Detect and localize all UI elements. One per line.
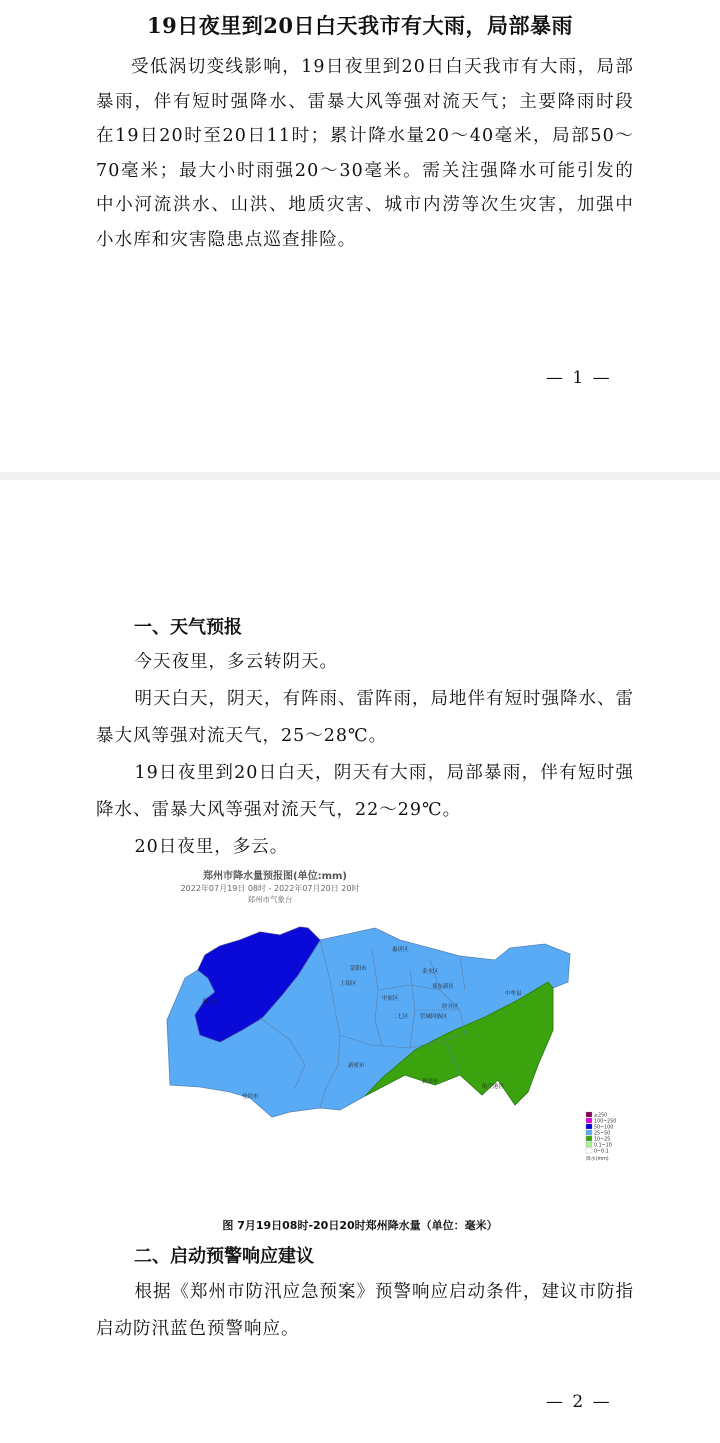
warning-response-paragraph: 根据《郑州市防汛应急预案》预警响应启动条件，建议市防指启动防汛蓝色预警响应。 [96,1282,634,1339]
forecast-paragraph-20-night: 20日夜里，多云。 [134,837,289,857]
map-label-dengfeng: 登封市 [242,1094,259,1100]
legend-swatch-3 [586,1130,592,1135]
document-page-2 [0,480,720,1443]
legend-swatch-6 [586,1148,592,1153]
map-time-range: 2022年07月19日 08时 - 2022年07月20日 20时 [180,884,360,893]
map-source: 郑州市气象台 [247,895,293,904]
map-label-huiji: 惠济区 [392,947,409,953]
legend-label-2: 50~100 [594,1125,614,1131]
map-label-hangkong: 航空港区 [482,1084,505,1090]
document-page-1 [0,0,720,472]
legend-label-4: 10~25 [594,1137,611,1143]
map-label-shangjie: 上街区 [340,981,357,987]
legend-swatch-2 [586,1124,592,1129]
legend-label-0: ≥250 [594,1113,608,1119]
map-label-jingkai: 经开区 [442,1004,459,1010]
map-label-zhongyuan: 中原区 [382,996,399,1002]
map-legend [586,1112,616,1162]
document-body-paragraph: 受低涡切变线影响，19日夜里到20日白天我市有大雨，局部暴雨，伴有短时强降水、雷暴大风等强对流天气；主要降雨时段在19日20时至20日11时；累计降水量20～40毫米，局部50～70毫米；最大小时雨强20～30毫米。需关注强降水可能引发的中小河流洪水、山洪、地质灾害、城市内涝等次生灾害，加强中小水库和灾害隐患点巡查排险。 [96,57,634,250]
figure-caption: 图 7月19日08时-20日20时郑州降水量（单位：毫米） [222,1219,498,1232]
page-number: — 1 — [546,368,612,388]
map-label-guancheng: 管城回族区 [420,1014,448,1020]
legend-label-1: 100~250 [594,1119,617,1125]
map-label-xingyang: 荥阳市 [350,966,367,972]
map-label-xinmi: 新密市 [348,1063,365,1069]
legend-swatch-0 [586,1112,592,1117]
map-label-jinshui: 金水区 [422,969,439,975]
forecast-paragraph-19-20: 19日夜里到20日白天，阴天有大雨，局部暴雨，伴有短时强降水、雷暴大风等强对流天气，22～29℃。 [96,763,634,820]
forecast-paragraph-tonight: 今天夜里，多云转阴天。 [134,652,338,672]
document-title: 19日夜里到20日白天我市有大雨，局部暴雨 [147,13,573,38]
map-label-zhongmou: 中牟县 [505,991,522,997]
legend-swatch-4 [586,1136,592,1141]
precipitation-forecast-map [160,860,620,1200]
forecast-paragraph-tomorrow: 明天白天，阴天，有阵雨、雷阵雨，局地伴有短时强降水、雷暴大风等强对流天气，25～28℃。 [96,689,634,746]
map-label-erqi: 二七区 [392,1014,409,1020]
section-heading-warning-response: 二、启动预警响应建议 [134,1246,314,1267]
page-number: — 2 — [546,1392,612,1412]
legend-unit: 降水(mm) [586,1157,609,1162]
section-heading-weather-forecast: 一、天气预报 [134,617,242,638]
map-title: 郑州市降水量预报图(单位:mm) [203,871,347,882]
map-label-gongyi: 巩义市 [202,999,219,1005]
legend-swatch-1 [586,1118,592,1123]
legend-label-3: 25~50 [594,1131,611,1137]
map-label-xinzheng: 新郑市 [422,1079,439,1085]
map-label-zhengdong: 郑东新区 [432,984,455,990]
legend-label-5: 0.1~10 [594,1143,612,1149]
legend-label-6: 0~0.1 [594,1149,609,1155]
legend-swatch-5 [586,1142,592,1147]
